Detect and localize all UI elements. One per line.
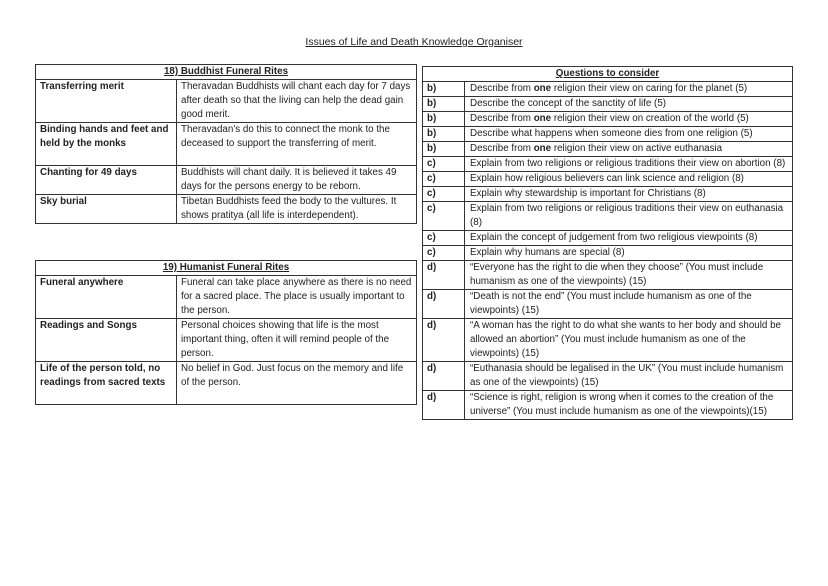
question-text	[465, 112, 793, 127]
table-row	[36, 166, 417, 195]
table-row	[36, 276, 417, 319]
table-row	[36, 362, 417, 405]
row-text: No belief in God. Just focus on the memory and life of the person.	[177, 362, 417, 405]
question-code: b)	[423, 112, 465, 127]
question-code: c)	[423, 202, 465, 231]
question-text-part: Explain from two religions or religious traditions their view on abortion (8)	[470, 158, 786, 169]
question-text-part: Describe the concept of the sanctity of life (5)	[470, 98, 667, 109]
question-text-part: Explain from two religions or religious traditions their view on euthanasia (8)	[470, 203, 784, 228]
question-text	[465, 290, 793, 319]
question-text	[465, 187, 793, 202]
question-code: b)	[423, 97, 465, 112]
row-label: Transferring merit	[36, 80, 177, 123]
question-text	[465, 319, 793, 362]
question-code: b)	[423, 82, 465, 97]
row-label: Sky burial	[36, 195, 177, 224]
question-text	[465, 261, 793, 290]
question-row	[423, 319, 793, 362]
table-row	[36, 319, 417, 362]
question-row	[423, 362, 793, 391]
question-text	[465, 157, 793, 172]
question-text	[465, 231, 793, 246]
question-text-part: religion their view on active euthanasia	[551, 143, 723, 154]
row-label: Readings and Songs	[36, 319, 177, 362]
page-title: Issues of Life and Death Knowledge Organiser	[305, 36, 523, 48]
row-label: Chanting for 49 days	[36, 166, 177, 195]
question-text-part: Describe from	[470, 143, 534, 154]
question-row	[423, 246, 793, 261]
question-row	[423, 142, 793, 157]
question-row	[423, 172, 793, 187]
question-code: d)	[423, 319, 465, 362]
humanist-table-header: 19) Humanist Funeral Rites	[36, 261, 417, 276]
question-text	[465, 362, 793, 391]
question-text	[465, 82, 793, 97]
question-row	[423, 261, 793, 290]
question-text-part: Explain why stewardship is important for Christians (8)	[470, 188, 706, 199]
buddhist-funeral-table	[35, 64, 417, 224]
buddhist-table-header: 18) Buddhist Funeral Rites	[36, 65, 417, 80]
question-code: c)	[423, 157, 465, 172]
question-code: c)	[423, 187, 465, 202]
question-text	[465, 127, 793, 142]
question-emphasis: one	[533, 83, 552, 94]
table-row	[36, 195, 417, 224]
question-text	[465, 246, 793, 261]
question-text-part: “Euthanasia should be legalised in the UK” (You must include humanism as one of the viewpoints) (15)	[470, 363, 784, 388]
row-text: Funeral can take place anywhere as there is no need for a sacred place. The place is usually important to the person.	[177, 276, 417, 319]
question-emphasis: one	[533, 113, 552, 124]
row-text: Buddhists will chant daily. It is believed it takes 49 days for the persons energy to be reborn.	[177, 166, 417, 195]
question-code: d)	[423, 362, 465, 391]
question-code: b)	[423, 142, 465, 157]
row-text: Theravadan’s do this to connect the monk to the deceased to support the transferring of merit.	[177, 123, 417, 166]
question-row	[423, 82, 793, 97]
row-label: Binding hands and feet and held by the monks	[36, 123, 177, 166]
question-text-part: Explain how religious believers can link science and religion (8)	[470, 173, 744, 184]
question-row	[423, 202, 793, 231]
question-code: c)	[423, 172, 465, 187]
question-text	[465, 202, 793, 231]
question-row	[423, 157, 793, 172]
table-row	[36, 80, 417, 123]
question-code: d)	[423, 261, 465, 290]
humanist-funeral-table	[35, 260, 417, 405]
question-text-part: “Science is right, religion is wrong when it comes to the creation of the universe” (You must include humanism as one of the viewpoints)(15)	[470, 392, 774, 417]
question-text-part: Describe what happens when someone dies from one religion (5)	[470, 128, 753, 139]
question-code: c)	[423, 246, 465, 261]
question-text	[465, 97, 793, 112]
questions-table	[422, 66, 793, 420]
question-text	[465, 391, 793, 420]
questions-body	[423, 82, 793, 420]
question-text-part: Explain the concept of judgement from two religious viewpoints (8)	[470, 232, 758, 243]
table-row	[36, 123, 417, 166]
question-row	[423, 231, 793, 246]
question-row	[423, 112, 793, 127]
row-text: Personal choices showing that life is the most important thing, often it will remind people of the person.	[177, 319, 417, 362]
row-label: Life of the person told, no readings from sacred texts	[36, 362, 177, 405]
row-label: Funeral anywhere	[36, 276, 177, 319]
questions-table-header: Questions to consider	[423, 67, 793, 82]
question-text-part: “A woman has the right to do what she wants to her body and should be allowed an abortion” (You must include humanism as one of the viewpoints) (15)	[470, 320, 781, 359]
question-text	[465, 172, 793, 187]
question-text-part: “Death is not the end” (You must include humanism as one of the viewpoints) (15)	[470, 291, 752, 316]
question-code: b)	[423, 127, 465, 142]
question-text-part: religion their view on caring for the planet (5)	[551, 83, 748, 94]
question-text-part: religion their view on creation of the world (5)	[551, 113, 749, 124]
row-text: Theravadan Buddhists will chant each day for 7 days after death so that the living can help the dead gain good merit.	[177, 80, 417, 123]
question-code: d)	[423, 391, 465, 420]
question-text-part: “Everyone has the right to die when they choose” (You must include humanism as one of the viewpoints) (15)	[470, 262, 764, 287]
question-text-part: Explain why humans are special (8)	[470, 247, 625, 258]
question-row	[423, 97, 793, 112]
question-code: c)	[423, 231, 465, 246]
question-text-part: Describe from	[470, 83, 534, 94]
question-row	[423, 187, 793, 202]
row-text: Tibetan Buddhists feed the body to the vultures. It shows pratitya (all life is interdependent).	[177, 195, 417, 224]
question-code: d)	[423, 290, 465, 319]
question-text	[465, 142, 793, 157]
question-row	[423, 290, 793, 319]
question-emphasis: one	[533, 143, 552, 154]
question-text-part: Describe from	[470, 113, 534, 124]
question-row	[423, 391, 793, 420]
question-row	[423, 127, 793, 142]
